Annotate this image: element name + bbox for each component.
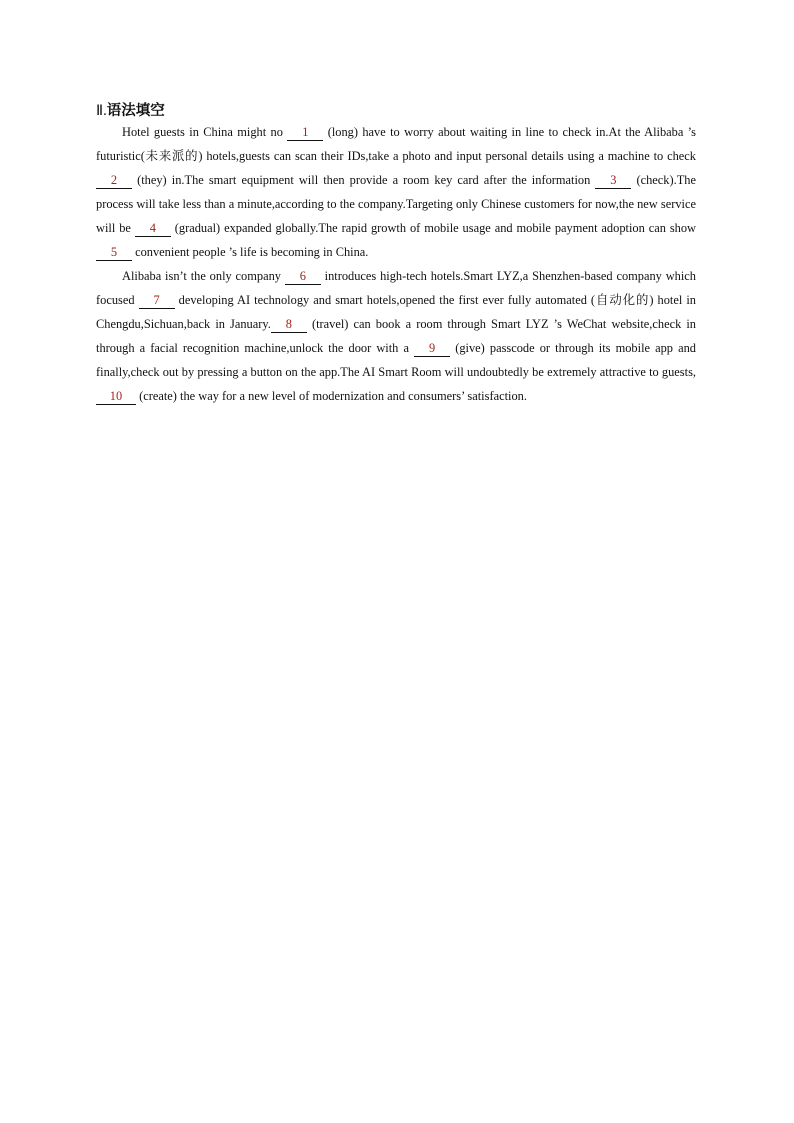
passage-text: (long) have to worry about waiting in line to check in.At the Alibaba ’s futuristic(未来派的) hotels,guests can scan their IDs,take a photo and input personal details using a machine to check bbox=[96, 125, 696, 163]
passage-text: Hotel guests in China might no bbox=[122, 125, 288, 139]
section-number: Ⅱ. bbox=[96, 103, 107, 119]
passage-text: introduces high-tech hotels.Smart LYZ,a Shenzhen-based company which focused bbox=[96, 269, 696, 307]
passage-text: Alibaba isn’t the only company bbox=[122, 269, 285, 283]
passage-text: (check).The process will take less than a minute,according to the company.Targeting only Chinese customers for now,the new service will be bbox=[96, 173, 696, 235]
answer-blank[interactable]: 7 bbox=[139, 293, 175, 309]
section-title: 语法填空 bbox=[106, 103, 165, 119]
passage-text: developing AI technology and smart hotels,opened the first ever fully automated (自动化的) hotel in Chengdu,Sichuan,back in January. bbox=[96, 293, 696, 331]
paragraph bbox=[96, 264, 696, 408]
passage-text: (create) the way for a new level of modernization and consumers’ satisfaction. bbox=[136, 389, 527, 403]
passage bbox=[96, 120, 696, 408]
answer-blank[interactable]: 2 bbox=[96, 173, 132, 189]
answer-blank[interactable]: 9 bbox=[414, 341, 450, 357]
answer-blank[interactable]: 1 bbox=[287, 125, 323, 141]
answer-blank[interactable]: 10 bbox=[96, 389, 136, 405]
answer-blank[interactable]: 4 bbox=[135, 221, 171, 237]
answer-blank[interactable]: 3 bbox=[595, 173, 631, 189]
paragraph bbox=[96, 120, 696, 264]
section-heading bbox=[96, 99, 165, 120]
passage-text: (give) passcode or through its mobile app and finally,check out by pressing a button on the app.The AI Smart Room will undoubtedly be extremely attractive to guests, bbox=[96, 341, 696, 379]
passage-text: (travel) can book a room through Smart LYZ ’s WeChat website,check in through a facial recognition machine,unlock the door with a bbox=[96, 317, 696, 355]
answer-blank[interactable]: 6 bbox=[285, 269, 321, 285]
passage-text: (they) in.The smart equipment will then provide a room key card after the information bbox=[132, 173, 596, 187]
answer-blank[interactable]: 5 bbox=[96, 245, 132, 261]
answer-blank[interactable]: 8 bbox=[271, 317, 307, 333]
passage-text: convenient people ’s life is becoming in China. bbox=[132, 245, 369, 259]
passage-text: (gradual) expanded globally.The rapid growth of mobile usage and mobile payment adoption can show bbox=[170, 221, 697, 235]
